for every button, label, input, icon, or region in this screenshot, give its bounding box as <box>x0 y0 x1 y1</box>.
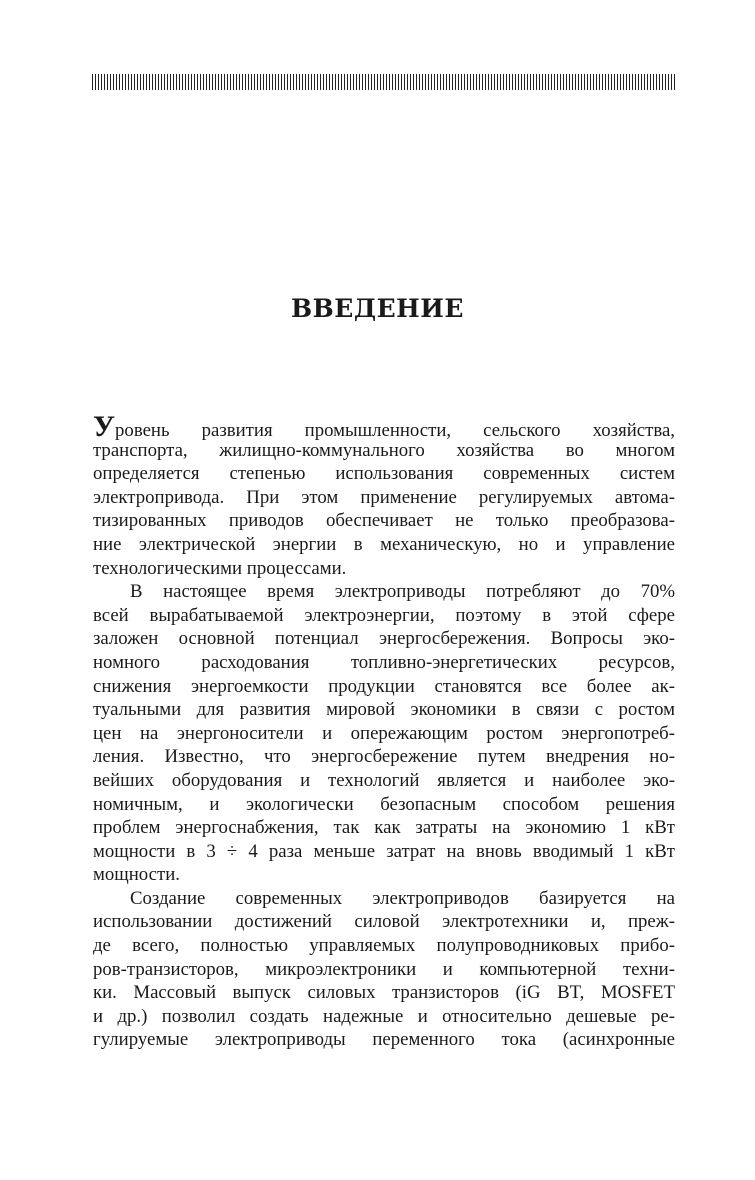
text-line: Уровень развития промышленности, сельского хозяйства, <box>93 410 675 443</box>
text-line: всей вырабатываемой электроэнергии, поэтому в этой сфере <box>93 604 675 626</box>
text-line: тизированных приводов обеспечивает не только преобразова- <box>93 510 675 532</box>
text-line: технологическими процессами. <box>93 557 347 579</box>
text-line: гулируемые электроприводы переменного тока (асинхронные <box>93 1029 675 1051</box>
text-line: ления. Известно, что энергосбережение путем внедрения но- <box>93 746 675 768</box>
paragraph-energy-consumption <box>93 580 675 887</box>
text-line: мощности. <box>93 864 180 886</box>
text-line: туальными для развития мировой экономики в связи с ростом <box>93 699 675 721</box>
paragraph-intro <box>93 410 675 580</box>
paragraph-modern-drives <box>93 887 675 1052</box>
body-text <box>93 410 675 1052</box>
chapter-title: ВВЕДЕНИЕ <box>291 294 464 323</box>
text-line: мощности в 3 ÷ 4 раза меньше затрат на вновь вводимый 1 кВт <box>93 840 675 862</box>
text-line: Создание современных электроприводов базируется на <box>130 887 675 909</box>
text-line: де всего, полностью управляемых полупроводниковых прибо- <box>93 935 675 957</box>
text-line: определяется степенью использования современных систем <box>93 463 675 485</box>
text-line: и др.) позволил создать надежные и относительно дешевые ре- <box>93 1005 675 1027</box>
text-line: электропривода. При этом применение регулируемых автома- <box>93 486 675 508</box>
text-line: проблем энергоснабжения, так как затраты на экономию 1 кВт <box>93 817 675 839</box>
text-line: В настоящее время электроприводы потребляют до 70% <box>130 581 675 603</box>
text-line: ние электрической энергии в механическую, но и управление <box>93 533 675 555</box>
text-line: номного расходования топливно-энергетических ресурсов, <box>93 651 675 673</box>
header-decorative-rule <box>92 74 675 90</box>
text-line: номичным, и экологически безопасным способом решения <box>93 793 675 815</box>
text-line: заложен основной потенциал энергосбережения. Вопросы эко- <box>93 628 675 650</box>
text-line: ров-транзисторов, микроэлектроники и компьютерной техни- <box>93 958 675 980</box>
text-line: вейших оборудования и технологий является и наиболее эко- <box>93 769 675 791</box>
text-line: использовании достижений силовой электротехники и, преж- <box>93 911 675 933</box>
text-line: снижения энергоемкости продукции становятся все более ак- <box>93 675 675 697</box>
drop-cap: У <box>93 410 116 443</box>
text-line: ки. Массовый выпуск силовых транзисторов (iG BT, MOSFET <box>93 982 675 1004</box>
text-line: транспорта, жилищно-коммунального хозяйства во многом <box>93 439 675 461</box>
text-line: цен на энергоносители и опережающим ростом энергопотреб- <box>93 722 675 744</box>
